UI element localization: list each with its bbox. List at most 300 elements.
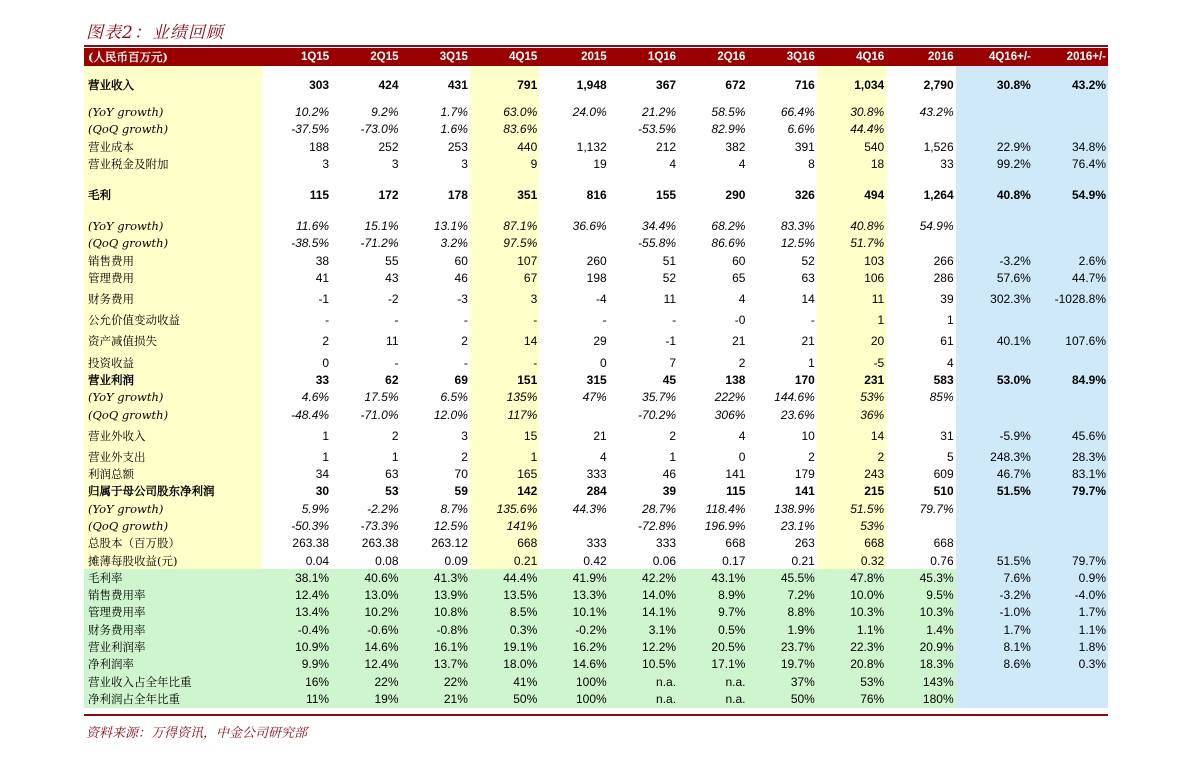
row-label: 营业收入占全年比重 <box>84 673 262 690</box>
value-cell <box>956 312 1033 329</box>
value-cell: 28.7% <box>642 501 677 516</box>
value-cell: 0.9% <box>1033 569 1108 586</box>
value-cell: 1 <box>470 448 539 465</box>
value-cell: 3 <box>391 156 399 171</box>
value-cell <box>539 121 608 138</box>
value-cell <box>956 121 1033 138</box>
value-cell <box>1033 103 1108 120</box>
value-cell: 16.1% <box>401 638 470 655</box>
value-cell: 86.6% <box>711 236 746 251</box>
value-cell <box>401 93 470 103</box>
value-cell: 165 <box>470 465 539 482</box>
value-cell: -5 <box>817 354 886 371</box>
value-cell: 51.5% <box>956 483 1033 500</box>
row-label <box>84 66 262 76</box>
value-cell: -3 <box>457 292 468 307</box>
top-rule <box>84 45 1108 47</box>
value-cell: 302.3% <box>956 287 1033 312</box>
figure-title: 图表2：业绩回顾 <box>86 23 224 43</box>
value-cell: 260 <box>586 253 607 268</box>
table-row <box>84 552 1108 569</box>
value-cell: 117% <box>470 406 539 423</box>
value-cell <box>886 66 955 76</box>
value-cell: 13.5% <box>470 587 539 604</box>
row-label <box>84 207 262 217</box>
value-cell <box>956 207 1033 217</box>
value-cell: 494 <box>817 182 886 207</box>
value-cell: 59 <box>454 484 468 499</box>
value-cell: 13.4% <box>262 604 331 621</box>
value-cell: 79.7% <box>1033 483 1108 500</box>
value-cell: 41.9% <box>539 569 608 586</box>
value-cell: 44.3% <box>572 501 607 516</box>
value-cell: 63.0% <box>470 103 539 120</box>
value-cell: 21% <box>401 690 470 707</box>
value-cell <box>747 93 816 103</box>
value-cell: 57.6% <box>956 269 1033 286</box>
table-row <box>84 604 1108 621</box>
value-cell: 42.2% <box>609 569 678 586</box>
table-row <box>84 621 1108 638</box>
value-cell: 2 <box>808 449 815 464</box>
header-cell: 2Q16 <box>678 48 747 66</box>
value-cell: 39 <box>940 292 954 307</box>
value-cell: 141 <box>794 484 815 499</box>
value-cell: 144.6% <box>774 390 815 405</box>
value-cell: 2.6% <box>1033 252 1108 269</box>
table-row <box>84 406 1108 423</box>
table-row <box>84 690 1108 707</box>
value-cell: 0.21 <box>791 553 815 568</box>
value-cell: 115 <box>726 484 746 499</box>
value-cell: 51.7% <box>817 235 886 252</box>
value-cell: 791 <box>470 76 539 93</box>
value-cell: -2 <box>387 292 399 307</box>
table-row <box>84 517 1108 534</box>
row-label: 净利润占全年比重 <box>84 690 262 707</box>
value-cell: 1.7% <box>1033 604 1108 621</box>
value-cell <box>886 93 955 103</box>
value-cell: 19.7% <box>747 656 816 673</box>
value-cell: 40.1% <box>956 329 1033 354</box>
value-cell: 99.2% <box>956 155 1033 172</box>
value-cell: 106 <box>817 269 886 286</box>
value-cell: 44.4% <box>470 569 539 586</box>
value-cell <box>1033 354 1108 371</box>
value-cell: 143% <box>886 673 955 690</box>
value-cell: 13.9% <box>401 587 470 604</box>
value-cell: 14.0% <box>609 587 678 604</box>
value-cell: 583 <box>933 372 954 387</box>
value-cell: -37.5% <box>291 122 330 137</box>
value-cell: 87.1% <box>470 217 539 234</box>
value-cell: -1 <box>665 334 677 349</box>
row-label: (YoY growth) <box>84 217 262 234</box>
table-row <box>84 354 1108 371</box>
value-cell: 391 <box>794 139 815 154</box>
value-cell: 1 <box>946 313 954 328</box>
value-cell: 43 <box>385 271 399 286</box>
value-cell: 52 <box>662 271 677 286</box>
value-cell: 8.1% <box>956 638 1033 655</box>
value-cell: 3 <box>322 156 330 171</box>
value-cell: -5.9% <box>956 423 1033 448</box>
value-cell: 11 <box>386 334 399 349</box>
value-cell: 14 <box>470 329 539 354</box>
value-cell: 351 <box>470 182 539 207</box>
value-cell: 10.8% <box>401 604 470 621</box>
value-cell: 440 <box>470 138 539 155</box>
value-cell <box>678 93 747 103</box>
value-cell <box>1033 673 1108 690</box>
value-cell: 284 <box>586 484 607 499</box>
value-cell: 16% <box>262 673 331 690</box>
value-cell: n.a. <box>609 673 678 690</box>
value-cell: 12.5% <box>433 518 468 533</box>
value-cell: 540 <box>817 138 886 155</box>
value-cell: 11 <box>817 287 886 312</box>
value-cell: 10.3% <box>886 604 955 621</box>
row-label: 公允价值变动收益 <box>84 312 262 329</box>
value-cell: 35.7% <box>642 390 677 405</box>
value-cell: 28.3% <box>1033 448 1108 465</box>
value-cell: 2 <box>817 448 886 465</box>
value-cell: 54.9% <box>1033 182 1108 207</box>
row-label: (QoQ growth) <box>84 406 262 423</box>
spacer-row <box>84 66 1108 76</box>
value-cell: 290 <box>725 187 746 202</box>
value-cell: 79.7% <box>919 501 954 516</box>
value-cell: 510 <box>933 484 954 499</box>
row-label: 财务费用率 <box>84 621 262 638</box>
value-cell: 33 <box>940 156 954 171</box>
value-cell: 3.2% <box>440 236 468 251</box>
value-cell <box>539 406 608 423</box>
table-row <box>84 483 1108 500</box>
value-cell: 4.6% <box>301 390 330 405</box>
value-cell: 0.32 <box>817 552 886 569</box>
value-cell: - <box>325 313 330 328</box>
value-cell: 303 <box>309 77 330 92</box>
value-cell: 4 <box>738 156 746 171</box>
value-cell: 6.5% <box>440 390 468 405</box>
value-cell <box>1033 172 1108 182</box>
value-cell: 1.4% <box>886 621 955 638</box>
value-cell: 45.3% <box>886 569 955 586</box>
value-cell: 1 <box>669 449 677 464</box>
value-cell: 4 <box>946 355 954 370</box>
table-row <box>84 389 1108 406</box>
table-row <box>84 673 1108 690</box>
value-cell: 8.5% <box>470 604 539 621</box>
value-cell: 51.5% <box>817 500 886 517</box>
value-cell: n.a. <box>678 673 747 690</box>
row-label: 营业利润 <box>84 371 262 388</box>
value-cell <box>331 207 400 217</box>
value-cell: 36% <box>817 406 886 423</box>
value-cell: 11.6% <box>295 219 330 234</box>
value-cell <box>539 207 608 217</box>
value-cell: 76.4% <box>1033 155 1108 172</box>
value-cell: 1,264 <box>923 187 954 202</box>
row-label: 财务费用 <box>84 287 262 312</box>
value-cell: 16.2% <box>539 638 608 655</box>
value-cell: 61 <box>940 334 954 349</box>
source-note: 资料来源：万得资讯，中金公司研究部 <box>86 726 308 741</box>
value-cell: 231 <box>817 371 886 388</box>
value-cell <box>1033 500 1108 517</box>
value-cell <box>470 66 539 76</box>
value-cell: 2 <box>669 428 677 443</box>
value-cell <box>609 93 678 103</box>
table-body <box>84 48 1108 708</box>
row-label: 毛利率 <box>84 569 262 586</box>
value-cell: -2.2% <box>367 501 399 516</box>
value-cell: n.a. <box>609 690 678 707</box>
value-cell: 0 <box>599 355 607 370</box>
value-cell <box>956 673 1033 690</box>
value-cell: 9 <box>470 155 539 172</box>
value-cell: 70 <box>454 467 468 482</box>
value-cell: 1.6% <box>440 122 468 137</box>
value-cell: 46.7% <box>956 465 1033 482</box>
value-cell <box>1033 690 1108 707</box>
row-label <box>84 172 262 182</box>
row-label: 管理费用率 <box>84 604 262 621</box>
value-cell <box>886 172 955 182</box>
row-label: 营业利润率 <box>84 638 262 655</box>
value-cell: 306% <box>714 407 746 422</box>
value-cell: 3 <box>461 428 468 443</box>
value-cell: 50% <box>470 690 539 707</box>
value-cell: - <box>394 355 399 370</box>
value-cell: 118.4% <box>705 501 746 516</box>
value-cell: 31 <box>940 428 954 443</box>
value-cell <box>401 207 470 217</box>
value-cell: 79.7% <box>1033 552 1108 569</box>
value-cell: 34.8% <box>1033 138 1108 155</box>
value-cell: 60 <box>454 253 468 268</box>
value-cell: 52 <box>801 253 815 268</box>
value-cell: 41% <box>470 673 539 690</box>
value-cell: 12.5% <box>780 236 815 251</box>
value-cell: 1.7% <box>440 104 468 119</box>
value-cell: 9.9% <box>262 656 331 673</box>
value-cell: 47% <box>582 390 607 405</box>
value-cell <box>1033 207 1108 217</box>
value-cell: 8.6% <box>956 656 1033 673</box>
row-label: 投资收益 <box>84 354 262 371</box>
value-cell: 5 <box>946 449 954 464</box>
value-cell <box>956 389 1033 406</box>
row-label: (QoQ growth) <box>84 517 262 534</box>
value-cell: 53% <box>817 673 886 690</box>
value-cell <box>747 172 816 182</box>
value-cell: 14.6% <box>331 638 400 655</box>
value-cell: 0 <box>322 355 330 370</box>
value-cell <box>401 172 470 182</box>
value-cell: 67 <box>470 269 539 286</box>
value-cell <box>609 207 678 217</box>
value-cell: 243 <box>817 465 886 482</box>
value-cell: 1 <box>817 312 886 329</box>
value-cell: 2 <box>461 449 468 464</box>
value-cell <box>470 207 539 217</box>
value-cell: 135% <box>470 389 539 406</box>
value-cell: -1 <box>318 292 330 307</box>
table-row <box>84 155 1108 172</box>
value-cell: 170 <box>794 372 815 387</box>
value-cell: 1,132 <box>576 139 607 154</box>
value-cell <box>817 172 886 182</box>
value-cell: 8.9% <box>678 587 747 604</box>
value-cell: 36.6% <box>572 219 607 234</box>
value-cell: 21.2% <box>642 104 677 119</box>
value-cell <box>331 66 400 76</box>
value-cell: 10.9% <box>262 638 331 655</box>
header-cell: 1Q15 <box>262 48 331 66</box>
value-cell: 4 <box>669 156 677 171</box>
table-row <box>84 269 1108 286</box>
value-cell: 34 <box>315 467 330 482</box>
value-cell: 46 <box>662 467 677 482</box>
value-cell: 9.2% <box>371 104 399 119</box>
value-cell <box>1033 406 1108 423</box>
value-cell: 1 <box>391 449 399 464</box>
value-cell: - <box>463 313 468 328</box>
row-label: (QoQ growth) <box>84 235 262 252</box>
value-cell: 172 <box>378 187 399 202</box>
value-cell: -71.2% <box>360 236 399 251</box>
table-row <box>84 182 1108 207</box>
value-cell: 222% <box>714 390 746 405</box>
value-cell: 10.2% <box>295 104 330 119</box>
value-cell: 76% <box>817 690 886 707</box>
value-cell <box>886 121 955 138</box>
value-cell: 367 <box>656 77 677 92</box>
value-cell <box>956 66 1033 76</box>
value-cell: 1.8% <box>1033 638 1108 655</box>
value-cell: - <box>463 355 468 370</box>
value-cell: 68.2% <box>711 219 746 234</box>
value-cell: 333 <box>586 536 607 551</box>
value-cell: -53.5% <box>638 122 677 137</box>
value-cell: 0.3% <box>1033 656 1108 673</box>
value-cell: - <box>602 313 607 328</box>
value-cell: 20.8% <box>817 656 886 673</box>
header-cell: 3Q15 <box>401 48 470 66</box>
value-cell: -4 <box>596 292 607 307</box>
value-cell: 10 <box>801 428 815 443</box>
value-cell: n.a. <box>678 690 747 707</box>
table-row <box>84 448 1108 465</box>
row-label: 营业收入 <box>84 76 262 93</box>
value-cell: 15 <box>470 423 539 448</box>
header-cell: 4Q16 <box>817 48 886 66</box>
value-cell: 14 <box>817 423 886 448</box>
row-label: (YoY growth) <box>84 103 262 120</box>
value-cell <box>956 690 1033 707</box>
value-cell: 0.08 <box>375 553 399 568</box>
value-cell <box>956 535 1033 552</box>
value-cell: 212 <box>656 139 677 154</box>
value-cell <box>262 172 331 182</box>
value-cell <box>817 93 886 103</box>
value-cell: 0.5% <box>678 621 747 638</box>
value-cell: 51 <box>662 253 677 268</box>
value-cell: 83.3% <box>780 219 815 234</box>
value-cell: 188 <box>309 139 330 154</box>
value-cell: 3 <box>470 287 539 312</box>
value-cell: 9.5% <box>886 587 955 604</box>
value-cell: 47.8% <box>817 569 886 586</box>
table-row <box>84 371 1108 388</box>
value-cell: 53% <box>817 517 886 534</box>
value-cell: 40.8% <box>956 182 1033 207</box>
header-cell: 2Q15 <box>331 48 400 66</box>
value-cell <box>609 172 678 182</box>
value-cell: 50% <box>747 690 816 707</box>
value-cell: 14 <box>801 292 815 307</box>
value-cell: 424 <box>378 77 399 92</box>
value-cell: 4 <box>738 292 746 307</box>
value-cell: 22% <box>331 673 400 690</box>
value-cell: 668 <box>933 536 954 551</box>
value-cell: 10.1% <box>539 604 608 621</box>
value-cell: 23.1% <box>780 518 815 533</box>
value-cell <box>956 103 1033 120</box>
value-cell <box>1033 66 1108 76</box>
value-cell: 333 <box>656 536 677 551</box>
value-cell: 53 <box>385 484 399 499</box>
value-cell: 44.7% <box>1033 269 1108 286</box>
value-cell: 14.6% <box>539 656 608 673</box>
value-cell <box>1033 93 1108 103</box>
value-cell: 62 <box>385 372 399 387</box>
value-cell <box>331 93 400 103</box>
value-cell: 115 <box>309 187 330 202</box>
value-cell: 7.6% <box>956 569 1033 586</box>
value-cell: 2 <box>461 334 468 349</box>
value-cell: 0.76 <box>930 553 954 568</box>
value-cell: 18.3% <box>886 656 955 673</box>
header-cell: 2016 <box>886 48 955 66</box>
value-cell: -73.3% <box>360 518 399 533</box>
value-cell: 43.2% <box>919 104 954 119</box>
value-cell <box>886 517 955 534</box>
value-cell: 23.7% <box>747 638 816 655</box>
value-cell: 40.8% <box>817 217 886 234</box>
bottom-rule <box>84 714 1108 716</box>
row-label: 营业外收入 <box>84 423 262 448</box>
table-row <box>84 217 1108 234</box>
value-cell: -55.8% <box>638 236 677 251</box>
value-cell <box>956 517 1033 534</box>
value-cell: 7.2% <box>747 587 816 604</box>
value-cell <box>956 235 1033 252</box>
table-row <box>84 500 1108 517</box>
value-cell <box>1033 235 1108 252</box>
value-cell: 10.0% <box>817 587 886 604</box>
value-cell: 20 <box>817 329 886 354</box>
value-cell: 38.1% <box>262 569 331 586</box>
value-cell: 2 <box>391 428 399 443</box>
value-cell: 0 <box>738 449 746 464</box>
value-cell: 60 <box>732 253 746 268</box>
value-cell: 142 <box>470 483 539 500</box>
value-cell: 0.04 <box>305 553 330 568</box>
value-cell: 286 <box>933 271 954 286</box>
